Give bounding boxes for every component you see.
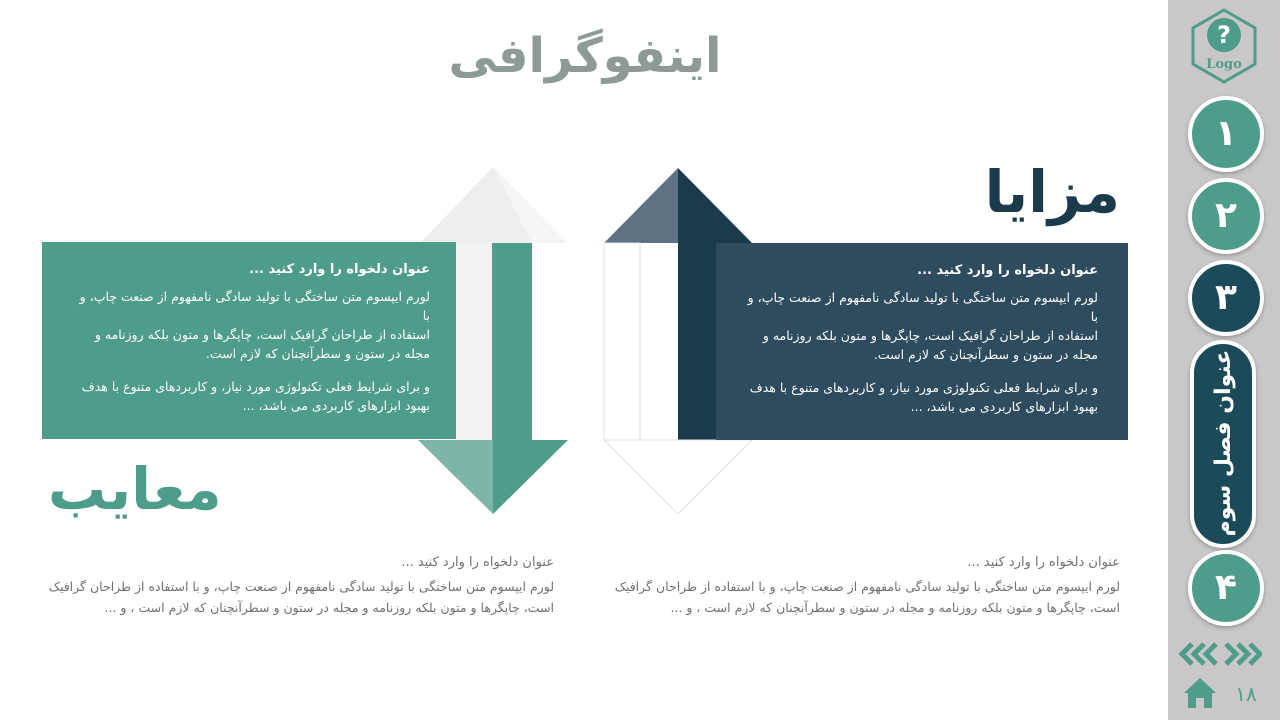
text-line: و برای شرایط فعلی تکنولوژی مورد نیاز، و کاربردهای متنوع با هدف [749, 380, 1098, 395]
white-down-arrow-head [604, 440, 752, 514]
disadvantages-bottom-text [48, 555, 554, 618]
disadvantages-box [42, 242, 456, 439]
text-line: استفاده از طراحان گرافیک است، چاپگرها و متون بلکه روزنامه و [762, 328, 1098, 343]
text-line: و برای شرایط فعلی تکنولوژی مورد نیاز، و کاربردهای متنوع با هدف [81, 379, 430, 394]
text-line: لورم ایپسوم متن ساختگی با تولید سادگی نامفهوم از صنعت چاپ، و با [747, 290, 1098, 324]
text-line: بهبود ابزارهای کاربردی می باشد، ... [910, 399, 1098, 414]
teal-down-arrow-head-dark [493, 440, 568, 514]
chapter-1-button[interactable]: ۱ [1188, 96, 1264, 172]
advantages-box-paragraph-2 [746, 378, 1098, 416]
advantages-box [716, 243, 1128, 440]
disadvantages-bottom-body [48, 576, 554, 618]
page-number: ۱۸ [1235, 682, 1257, 706]
home-icon[interactable] [1182, 676, 1218, 710]
text-line: است، چاپگرها و متون بلکه روزنامه و مجله در ستون و سطرآنچنان که لازم است ، و ... [104, 600, 554, 615]
double-chevron-right-icon[interactable] [1226, 644, 1260, 664]
advantages-box-title: عنوان دلخواه را وارد کنید ... [917, 263, 1098, 278]
disadvantages-box-title: عنوان دلخواه را وارد کنید ... [249, 262, 430, 277]
text-line: لورم ایپسوم متن ساختگی با تولید سادگی نامفهوم از صنعت چاپ، و با استفاده از طراحان گرافیک [614, 579, 1120, 594]
logo-question-icon: ? [1207, 18, 1241, 52]
disadvantages-box-paragraph-1 [72, 287, 430, 363]
text-line: مجله در ستون و سطرآنچنان که لازم است. [873, 347, 1098, 362]
navy-up-arrow-head-light [604, 168, 678, 243]
advantages-box-paragraph-1 [746, 288, 1098, 364]
teal-down-arrow-head-light [418, 440, 493, 514]
white-down-arrow-shaft [604, 243, 640, 440]
double-chevron-left-icon[interactable] [1182, 644, 1216, 664]
advantages-bottom-text [610, 555, 1120, 618]
text-line: بهبود ابزارهای کاربردی می باشد، ... [242, 398, 430, 413]
text-line: استفاده از طراحان گرافیک است، چاپگرها و متون بلکه روزنامه و [94, 327, 430, 342]
chapter-2-button[interactable]: ۲ [1188, 178, 1264, 254]
active-chapter-title: عنوان فصل سوم [1211, 349, 1236, 537]
light-up-arrow-shaft [456, 243, 492, 440]
page-title: اینفوگرافی [448, 28, 722, 84]
advantages-bottom-title: عنوان دلخواه را وارد کنید ... [967, 555, 1120, 570]
logo-label: Logo [1206, 57, 1242, 72]
teal-down-arrow-shaft [492, 243, 532, 440]
navy-up-arrow-head-dark [678, 168, 752, 243]
disadvantages-heading: معایب [48, 455, 222, 523]
advantages-bottom-body [610, 576, 1120, 618]
text-line: مجله در ستون و سطرآنچنان که لازم است. [205, 346, 430, 361]
chapter-4-button[interactable]: ۴ [1188, 550, 1264, 626]
text-line: است، چاپگرها و متون بلکه روزنامه و مجله در ستون و سطرآنچنان که لازم است ، و ... [670, 600, 1120, 615]
advantages-heading: مزایا [984, 158, 1120, 226]
chapter-3-button[interactable]: ۳ [1188, 260, 1264, 336]
slide-navigation [1178, 638, 1262, 670]
text-line: لورم ایپسوم متن ساختگی با تولید سادگی نامفهوم از صنعت چاپ، و با [79, 289, 430, 323]
disadvantages-bottom-title: عنوان دلخواه را وارد کنید ... [401, 555, 554, 570]
navy-up-arrow-shaft [678, 243, 716, 440]
text-line: لورم ایپسوم متن ساختگی با تولید سادگی نامفهوم از صنعت چاپ، و با استفاده از طراحان گرافیک [48, 579, 554, 594]
disadvantages-box-paragraph-2 [72, 377, 430, 415]
